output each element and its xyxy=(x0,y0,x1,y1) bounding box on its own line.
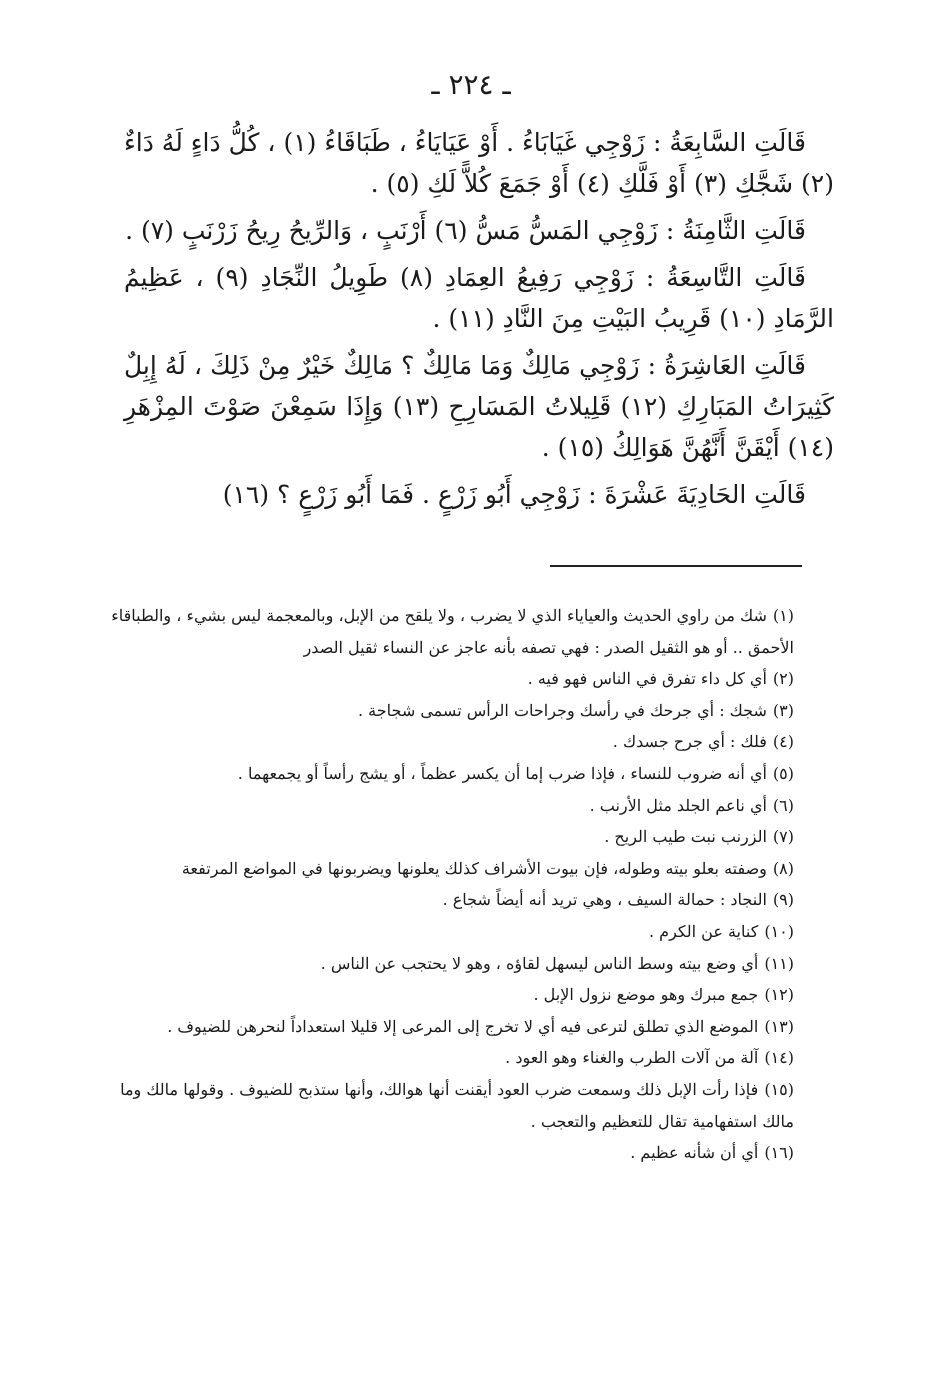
footnote xyxy=(94,979,794,1011)
footnote xyxy=(94,821,794,853)
footnote-number: (١٢) xyxy=(764,985,794,1005)
footnote xyxy=(94,1042,794,1074)
footnote-text: أي أنه ضروب للنساء ، فإذا ضرب إما أن يكسر عظماً ، أو يشج رأساً أو يجمعهما . xyxy=(237,763,767,783)
footnote-number: (١٠) xyxy=(764,921,794,941)
footnote-number: (٢) xyxy=(772,669,794,689)
footnote-number: (٦) xyxy=(772,795,794,815)
footnote-number: (١) xyxy=(772,606,794,625)
footnote-number: (٥) xyxy=(772,763,794,783)
paragraph-tenth: قَالَتِ العَاشِرَةُ : زَوْجِي مَالِكٌ وَمَا مَالِكٌ ؟ مَالِكٌ خَيْرٌ مِنْ ذَلِكَ ، لَهُ إِبِلٌ كَثِيرَاتُ المَبَارِكِ (١٢) قَلِيلاتُ المَسَارِحِ (١٣) وَإِذَا سَمِعْنَ صَوْتَ المِزْهَرِ (١٤) أَيْقَنَّ أَنَّهُنَّ هَوَالِكُ (١٥) . xyxy=(124,351,834,462)
footnote-number: (١٦) xyxy=(764,1143,794,1163)
paragraph-ninth: قَالَتِ التَّاسِعَةُ : زَوْجِي رَفِيعُ العِمَادِ (٨) طَوِيلُ النِّجَادِ (٩) ، عَظِيمُ الرَّمَادِ (١٠) قَرِيبُ البَيْتِ مِنَ النَّادِ (١١) . xyxy=(124,263,834,333)
footnote-number: (٣) xyxy=(772,700,794,720)
footnote xyxy=(94,600,794,663)
footnote-divider xyxy=(550,565,802,567)
paragraph-eighth: قَالَتِ الثَّامِنَةُ : زَوْجِي المَسُّ مَسُّ (٦) أَرْنَبٍ ، وَالرِّيحُ رِيحُ زَرْنَبٍ (٧) . xyxy=(125,216,806,245)
footnote-text: الموضع الذي تطلق لترعى فيه أي لا تخرج إلى المرعى إلا قليلا استعداداً لنحرهن للضيوف . xyxy=(167,1016,759,1036)
footnote-number: (١٥) xyxy=(764,1079,794,1099)
footnote xyxy=(94,1011,794,1043)
footnote-text: أي وضع بيته وسط الناس ليسهل لقاؤه ، وهو لا يحتجب عن الناس . xyxy=(320,953,759,973)
footnote-text: كناية عن الكرم . xyxy=(649,921,759,941)
footnote-number: (٤) xyxy=(772,732,794,752)
footnote xyxy=(94,790,794,822)
footnote-number: (١٣) xyxy=(764,1016,794,1036)
footnote-text: النجاد : حمالة السيف ، وهي تريد أنه أيضاً شجاع . xyxy=(442,890,767,910)
paragraph-eleventh: قَالَتِ الحَادِيَةَ عَشْرَةَ : زَوْجِي أَبُو زَرْعٍ . فَمَا أَبُو زَرْعٍ ؟ (١٦) xyxy=(222,480,806,509)
footnote-text: جمع مبرك وهو موضع نزول الإبل . xyxy=(533,985,759,1005)
footnote xyxy=(94,663,794,695)
footnote-text: أي كل داء تفرق في الناس فهو فيه . xyxy=(527,669,767,689)
footnote-text: وصفته بعلو بيته وطوله، فإن بيوت الأشراف كذلك يعلونها ويضربونها في المواضع المرتفعة xyxy=(181,858,767,878)
main-text xyxy=(124,122,834,521)
footnote xyxy=(94,1074,794,1137)
footnote-number: (١١) xyxy=(764,953,794,973)
footnote xyxy=(94,948,794,980)
footnote-text: فإذا رأت الإبل ذلك وسمعت ضرب العود أيقنت أنها هوالك، وأنها ستذبح للضيوف . وقولها مالك وما مالك استفهامية تقال للتعظيم والتعجب . xyxy=(120,1079,794,1131)
footnote-text: آلة من آلات الطرب والغناء وهو العود . xyxy=(505,1048,759,1068)
footnote-text: أي ناعم الجلد مثل الأرنب . xyxy=(589,795,767,815)
footnote-text: الزرنب نبت طيب الريح . xyxy=(604,827,767,847)
footnote xyxy=(94,853,794,885)
footnote xyxy=(94,695,794,727)
footnote-number: (٧) xyxy=(772,827,794,847)
footnote xyxy=(94,884,794,916)
footnote xyxy=(94,726,794,758)
footnote xyxy=(94,916,794,948)
footnote-text: شك من راوي الحديث والعياياء الذي لا يضرب ، ولا يلقح من الإبل، وبالمعجمة ليس بشيء ، والطباقاء الأحمق .. أو هو الثقيل الصدر : فهي تصفه بأنه عاجز عن النساء ثقيل الصدر xyxy=(111,606,794,657)
footnotes-list xyxy=(94,600,794,1169)
footnote-text: شجك : أي جرحك في رأسك وجراحات الرأس تسمى شجاجة . xyxy=(358,700,767,720)
footnote-number: (٨) xyxy=(772,858,794,878)
footnote xyxy=(94,758,794,790)
page-number: ـ ٢٢٤ ـ xyxy=(431,68,511,101)
footnote-number: (١٤) xyxy=(764,1048,794,1068)
footnote-text: أي أن شأنه عظيم . xyxy=(630,1143,759,1163)
footnote-number: (٩) xyxy=(772,890,794,910)
footnote-text: فلك : أي جرح جسدك . xyxy=(612,732,767,752)
footnote xyxy=(94,1137,794,1169)
paragraph-seventh: قَالَتِ السَّابِعَةُ : زَوْجِي غَيَابَاءُ . أَوْ عَيَايَاءُ ، طَبَاقَاءُ (١) ، كُلُّ دَاءٍ لَهُ دَاءٌ (٢) شَجَّكِ (٣) أَوْ فَلَّكِ (٤) أَوْ جَمَعَ كُلاًّ لَكِ (٥) . xyxy=(124,128,834,198)
